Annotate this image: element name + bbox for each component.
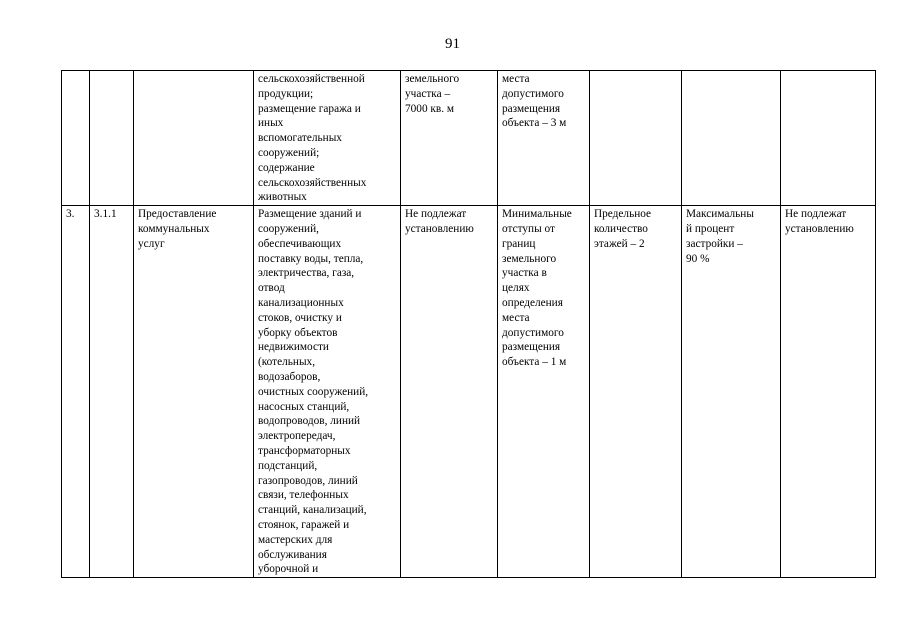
setbacks-cell: Минимальные отступы от границ земельного участка в целях определения места допустимого размещения объекта – 1 м bbox=[498, 206, 590, 578]
table-row bbox=[62, 206, 876, 578]
code-cell: 3.1.1 bbox=[90, 206, 134, 578]
other-cell: Не подлежат установлению bbox=[781, 206, 876, 578]
table-row bbox=[62, 71, 876, 206]
description-cell: сельскохозяйственной продукции; размещение гаража и иных вспомогательных сооружений; содержание сельскохозяйственных животных bbox=[254, 71, 401, 206]
setbacks-cell: места допустимого размещения объекта – 3 м bbox=[498, 71, 590, 206]
coverage-cell bbox=[682, 71, 781, 206]
plot-area-cell: Не подлежат установлению bbox=[401, 206, 498, 578]
row-number-cell: 3. bbox=[62, 206, 90, 578]
other-cell bbox=[781, 71, 876, 206]
description-cell: Размещение зданий и сооружений, обеспечивающих поставку воды, тепла, электричества, газа, отвод канализационных стоков, очистку и уборку объектов недвижимости (котельных, водозаборов, очистных сооружений, насосных станций, водопроводов, линий электропередач, трансформаторных подстанций, газопроводов, линий связи, телефонных станций, канализаций, стоянок, гаражей и мастерских для обслуживания уборочной и bbox=[254, 206, 401, 578]
row-number-cell bbox=[62, 71, 90, 206]
plot-area-cell: земельного участка – 7000 кв. м bbox=[401, 71, 498, 206]
floors-cell: Предельное количество этажей – 2 bbox=[590, 206, 682, 578]
regulations-table bbox=[61, 70, 876, 578]
code-cell bbox=[90, 71, 134, 206]
use-name-cell bbox=[134, 71, 254, 206]
coverage-cell: Максимальны й процент застройки – 90 % bbox=[682, 206, 781, 578]
page-number: 91 bbox=[445, 36, 460, 52]
floors-cell bbox=[590, 71, 682, 206]
use-name-cell: Предоставление коммунальных услуг bbox=[134, 206, 254, 578]
